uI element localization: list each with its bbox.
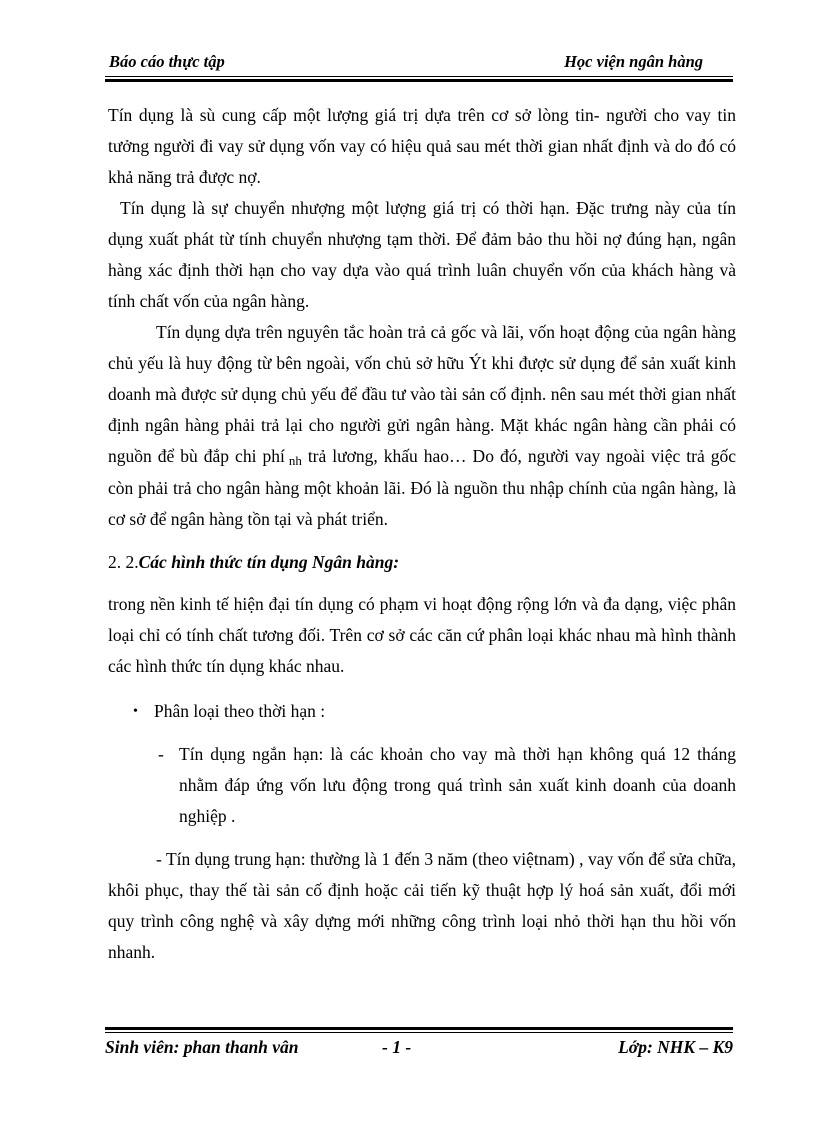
document-body (108, 100, 736, 986)
footer-student: Sinh viên: phan thanh vân (105, 1037, 299, 1057)
paragraph-credit-repayment-part2: trả lương, khấu hao… Do đó, người vay ngoài việc trả gốc còn phải trả cho ngân hàng một khoản lãi. Đó là nguồn thu nhập chính của ngân hàng, là cơ sở để ngân hàng tồn tại và phát triển. (108, 446, 736, 529)
paragraph-credit-repayment-part1: Tín dụng dựa trên nguyên tắc hoàn trả cả gốc và lãi, vốn hoạt động của ngân hàng chủ yếu là huy động từ bên ngoài, vốn chủ sở hữu Ýt khi được sử dụng để sản xuất kinh doanh mà được sử dụng chủ yếu để đầu tư vào tài sản cố định. nên sau mét thời gian nhất định ngân hàng phải trả lại cho người gửi ngân hàng. Mặt khác ngân hàng cần phải có nguồn để bù đắp chi phí (108, 322, 736, 466)
section-title: Các hình thức tín dụng Ngân hàng: (138, 552, 400, 572)
paragraph-credit-repayment (108, 317, 736, 535)
paragraph-intro: trong nền kinh tế hiện đại tín dụng có phạm vi hoạt động rộng lớn và đa dạng, việc phân loại chỉ có tính chất tương đối. Trên cơ sở các căn cứ phân loại khác nhau mà hình thành các hình thức tín dụng khác nhau. (108, 594, 736, 676)
footer-divider-thick (105, 1027, 733, 1030)
section-number: 2. 2. (108, 552, 139, 572)
footer-page-number: - 1 - (382, 1037, 412, 1057)
footer-class: Lớp: NHK – K9 (618, 1037, 733, 1057)
dash-icon: - (158, 744, 164, 764)
list-item-bullet (108, 696, 736, 727)
paragraph-credit-transfer: Tín dụng là sự chuyển nhượng một lượng giá trị có thời hạn. Đặc trưng này của tín dụng xuất phát từ tính chuyển nhượng tạm thời. Để đảm bảo thu hồi nợ đúng hạn, ngân hàng xác định thời hạn cho vay dựa vào quá trình luân chuyển vốn của khách hàng và tính chất vốn của ngân hàng. (108, 198, 736, 311)
paragraph-credit-definition: Tín dụng là sù cung cấp một lượng giá trị dựa trên cơ sở lòng tin- người cho vay tin tưởng người đi vay sử dụng vốn vay có hiệu quả sau mét thời gian nhất định và do đó có khả năng trả được nợ. (108, 105, 736, 187)
header-divider (105, 76, 733, 77)
footer-divider (105, 1032, 733, 1033)
list-item-short-term (108, 739, 736, 832)
short-term-text: Tín dụng ngắn hạn: là các khoản cho vay mà thời hạn không quá 12 tháng nhằm đáp ứng vốn lưu động trong quá trình sản xuất kinh doanh của doanh nghiệp . (179, 744, 736, 826)
paragraph-stray-fragment: nh (288, 453, 302, 468)
bullet-icon: • (133, 704, 138, 719)
header-institution: Học viện ngân hàng (564, 52, 703, 71)
header-divider-thick (105, 79, 733, 82)
page-footer (105, 1037, 733, 1061)
bullet-text: Phân loại theo thời hạn : (154, 701, 326, 721)
page-header (105, 50, 733, 74)
paragraph-medium-term: - Tín dụng trung hạn: thường là 1 đến 3 năm (theo việtnam) , vay vốn để sửa chữa, khôi phục, thay thế tài sản cố định hoặc cải tiến kỹ thuật hợp lý hoá sản xuất, đổi mới quy trình công nghệ và xây dựng mới những công trình loại nhỏ thời hạn thu hồi vốn nhanh. (108, 849, 736, 962)
section-heading (108, 547, 736, 578)
header-report-title: Báo cáo thực tập (109, 52, 225, 71)
